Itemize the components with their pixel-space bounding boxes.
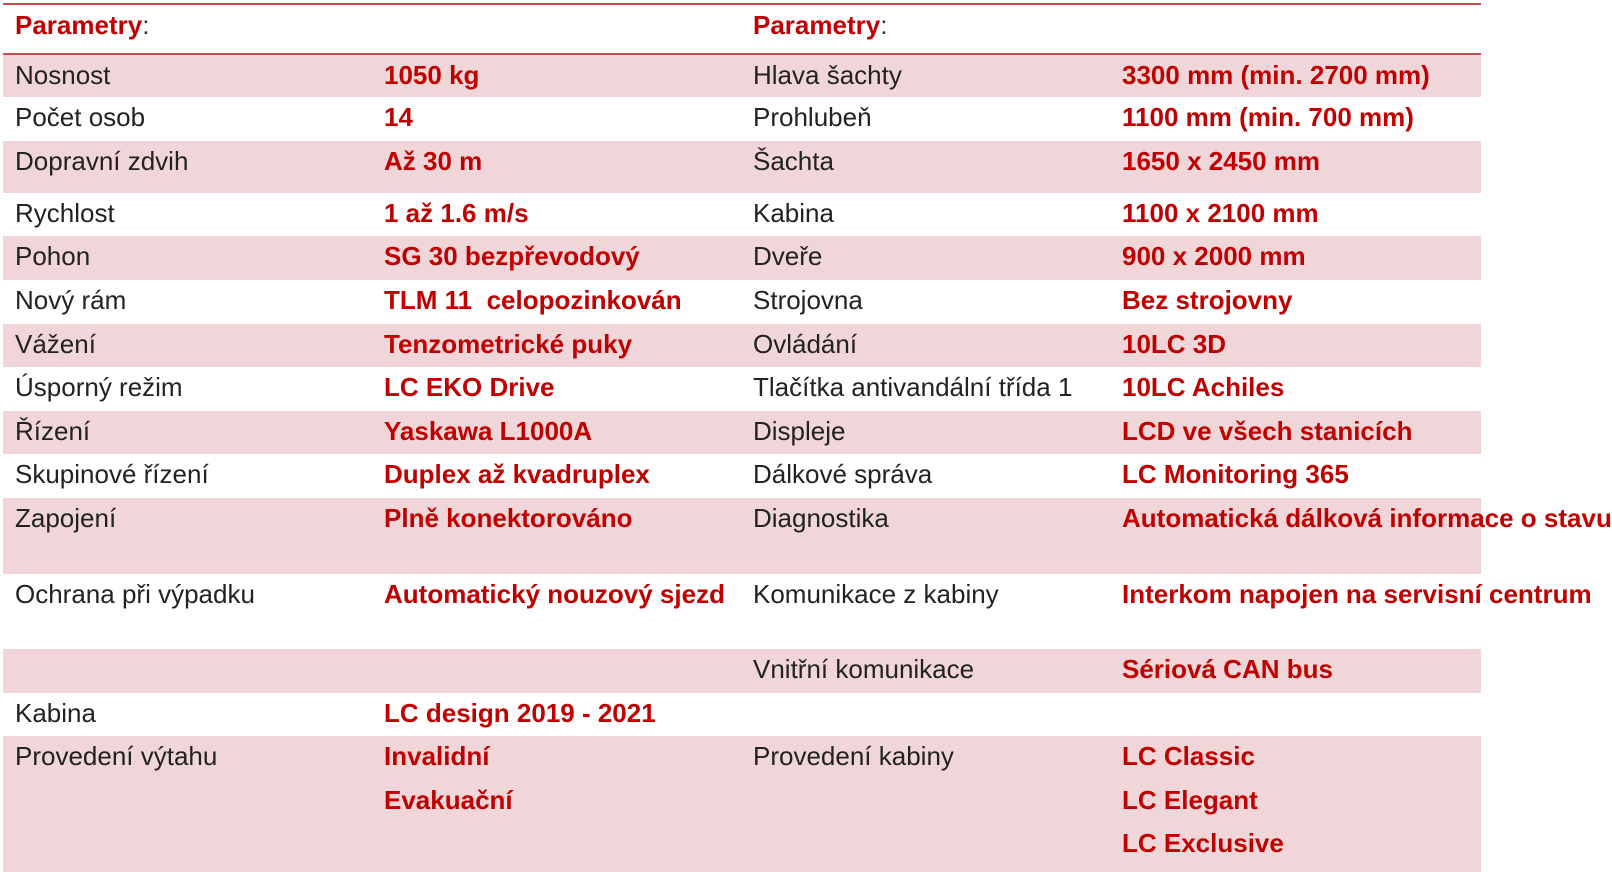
table-row [3, 693, 1481, 736]
param-label: Dálkové správa [741, 454, 1110, 498]
param-label: Nový rám [3, 280, 372, 324]
param-value [372, 649, 741, 693]
param-value: Interkom napojen na servisní centrum [1110, 574, 1481, 649]
param-value-list [1110, 736, 1481, 872]
param-value: 1 až 1.6 m/s [372, 193, 741, 236]
table-row [3, 649, 1481, 693]
param-value-list [372, 736, 741, 872]
table-row [3, 236, 1481, 280]
param-value: 3300 mm (min. 2700 mm) [1110, 54, 1481, 97]
param-value: 10LC Achiles [1110, 367, 1481, 411]
param-label: Kabina [741, 193, 1110, 236]
param-label: Dopravní zdvih [3, 141, 372, 193]
parameters-table [3, 3, 1612, 872]
param-label: Provedení kabiny [741, 736, 1110, 872]
param-value: Automatická dálková informace o stavu [1110, 498, 1481, 574]
list-item: Invalidní [384, 741, 490, 771]
table-row [3, 324, 1481, 367]
param-value: Bez strojovny [1110, 280, 1481, 324]
table-row [3, 498, 1481, 574]
list-item: LC Elegant [1122, 784, 1258, 815]
param-label: Kabina [3, 693, 372, 736]
right-title-colon: : [880, 10, 888, 40]
param-value: LC design 2019 - 2021 [372, 693, 741, 736]
param-value: Duplex až kvadruplex [372, 454, 741, 498]
table-row [3, 193, 1481, 236]
list-item: Evakuační [384, 784, 513, 815]
param-label: Úsporný režim [3, 367, 372, 411]
param-value: 1100 x 2100 mm [1110, 193, 1481, 236]
param-label: Vážení [3, 324, 372, 367]
param-label [3, 649, 372, 693]
param-value: LCD ve všech stanicích [1110, 411, 1481, 454]
param-label: Displeje [741, 411, 1110, 454]
param-label: Skupinové řízení [3, 454, 372, 498]
right-parameters-title: Parametry [753, 10, 881, 40]
table-row [3, 411, 1481, 454]
param-label: Rychlost [3, 193, 372, 236]
param-value: Automatický nouzový sjezd [372, 574, 741, 649]
param-label: Tlačítka antivandální třída 1 [741, 367, 1110, 411]
param-value: LC Monitoring 365 [1110, 454, 1481, 498]
param-label: Hlava šachty [741, 54, 1110, 97]
param-value: Tenzometrické puky [372, 324, 741, 367]
right-header-cell [741, 4, 1481, 54]
param-value: 10LC 3D [1110, 324, 1481, 367]
param-label: Komunikace z kabiny [741, 574, 1110, 649]
param-label: Počet osob [3, 97, 372, 141]
param-label: Strojovna [741, 280, 1110, 324]
param-value: Až 30 m [372, 141, 741, 193]
param-label: Prohlubeň [741, 97, 1110, 141]
table-row [3, 736, 1481, 872]
param-label: Ovládání [741, 324, 1110, 367]
param-value: LC EKO Drive [372, 367, 741, 411]
table-row [3, 367, 1481, 411]
table-row [3, 280, 1481, 324]
table-row [3, 454, 1481, 498]
param-value: 1650 x 2450 mm [1110, 141, 1481, 193]
param-value: 1050 kg [372, 54, 741, 97]
param-label: Ochrana při výpadku [3, 574, 372, 649]
param-label: Nosnost [3, 54, 372, 97]
list-item: LC Classic [1122, 741, 1255, 771]
param-label: Vnitřní komunikace [741, 649, 1110, 693]
param-value: 14 [372, 97, 741, 141]
table-row [3, 574, 1481, 649]
param-label: Diagnostika [741, 498, 1110, 574]
table-row [3, 54, 1481, 97]
param-value: Sériová CAN bus [1110, 649, 1481, 693]
table-row [3, 97, 1481, 141]
param-label: Provedení výtahu [3, 736, 372, 872]
param-label: Řízení [3, 411, 372, 454]
param-value: TLM 11 celopozinkován [372, 280, 741, 324]
param-label: Pohon [3, 236, 372, 280]
left-header-cell [3, 4, 741, 54]
param-label: Šachta [741, 141, 1110, 193]
table-header-row [3, 4, 1481, 54]
param-value: Yaskawa L1000A [372, 411, 741, 454]
param-label: Dveře [741, 236, 1110, 280]
param-label [741, 693, 1110, 736]
left-parameters-title: Parametry [15, 10, 143, 40]
left-title-colon: : [142, 10, 150, 40]
param-value: 1100 mm (min. 700 mm) [1110, 97, 1481, 141]
table-row [3, 141, 1481, 193]
param-value: Plně konektorováno [372, 498, 741, 574]
param-value: SG 30 bezpřevodový [372, 236, 741, 280]
param-value [1110, 693, 1481, 736]
list-item: LC Exclusive [1122, 828, 1284, 858]
param-value: 900 x 2000 mm [1110, 236, 1481, 280]
param-label: Zapojení [3, 498, 372, 574]
